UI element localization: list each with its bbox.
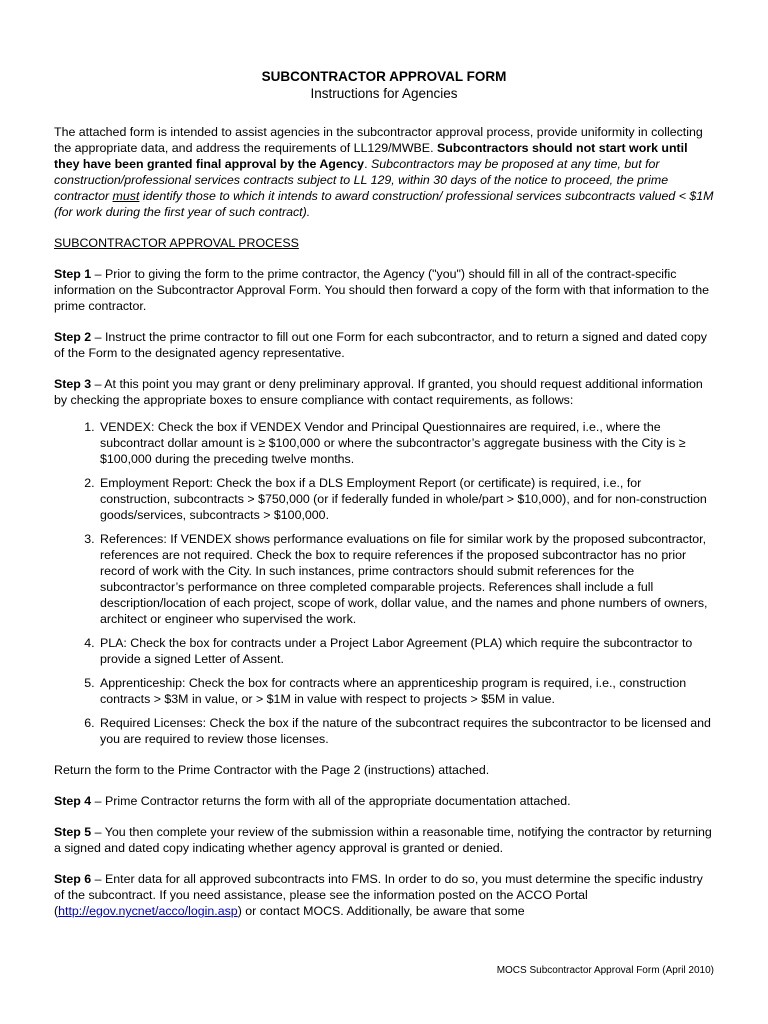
step-text: – Prime Contractor returns the form with all of the appropriate documentation attached.	[94, 794, 571, 808]
list-item-references: 3. References: If VENDEX shows performance evaluations on file for similar work by the proposed subcontractor, references are not required. Check the box to require references if the proposed subcontractor has no prior record of work with the City. In such instances, prime contractors should submit references for the subcontractor’s performance on three completed comparable projects. References shall include a full description/location of each project, scope of work, dollar value, and the names and phone numbers of owners, architect or engineer who supervised the work.	[98, 531, 714, 627]
step-label: Step 6	[54, 872, 92, 886]
intro-bold-warning: Subcontractors should not start work until they have been granted final approval by the Agency	[54, 141, 688, 171]
intro-italic-text: Subcontractors may be proposed at any time, but for construction/professional services contracts subject to LL 129, within 30 days of the notice to proceed, the prime contractor must identify those to which it intends to award construction/ professional services subcontracts valued < $1M (for work during the first year of such contract).	[54, 157, 714, 219]
step-4	[54, 793, 714, 809]
step-text: – Enter data for all approved subcontracts into FMS. In order to do so, you must determine the specific industry of the subcontract. If you need assistance, please see the information posted on the ACCO Portal (	[54, 872, 703, 918]
intro-paragraph: The attached form is intended to assist agencies in the subcontractor approval process, provide uniformity in collecting the appropriate data, and address the requirements of LL129/MWBE. Subcontractors should not start work until they have been granted final approval by the Agency. Subcontractors may be proposed at any time, but for construction/professional services contracts subject to LL 129, within 30 days of the notice to proceed, the prime contractor must identify those to which it intends to award construction/ professional services subcontracts valued < $1M (for work during the first year of such contract).	[54, 125, 714, 219]
step-text: – At this point you may grant or deny preliminary approval. If granted, you should request additional information by checking the appropriate boxes to ensure compliance with contact requirements, as follows:	[54, 377, 703, 407]
step-text-after: ) or contact MOCS. Additionally, be aware that some	[237, 904, 525, 918]
page-subtitle: Instructions for Agencies	[310, 86, 458, 101]
step-text: – You then complete your review of the submission within a reasonable time, notifying the contractor by returning a signed and dated copy indicating whether agency approval is granted or denied.	[54, 825, 712, 855]
acco-portal-link[interactable]: http://egov.nycnet/acco/login.asp	[58, 904, 238, 918]
list-item-required-licenses: 6. Required Licenses: Check the box if the nature of the subcontract requires the subcontractor to be licensed and you are required to review those licenses.	[98, 715, 714, 747]
requirements-list	[54, 419, 714, 747]
step-6	[54, 871, 714, 919]
step-text: – Prior to giving the form to the prime contractor, the Agency ("you") should fill in all of the contract-specific information on the Subcontractor Approval Form. You should then forward a copy of the form with that information to the prime contractor.	[54, 267, 710, 313]
step-label: Step 5	[54, 825, 92, 839]
page-footer: MOCS Subcontractor Approval Form (April 2010)	[496, 965, 714, 976]
intro-must: must	[112, 189, 140, 203]
page-title: SUBCONTRACTOR APPROVAL FORM	[261, 69, 507, 84]
step-1	[54, 266, 714, 314]
step-text: – Instruct the prime contractor to fill out one Form for each subcontractor, and to return a signed and dated copy of the Form to the designated agency representative.	[54, 330, 707, 360]
step-label: Step 1	[54, 267, 92, 281]
list-item-apprenticeship: 5. Apprenticeship: Check the box for contracts where an apprenticeship program is required, i.e., construction contracts > $3M in value, or > $1M in value with respect to projects > $5M in value.	[98, 675, 714, 707]
step-5	[54, 824, 714, 856]
list-item-pla: 4. PLA: Check the box for contracts under a Project Labor Agreement (PLA) which require the subcontractor to provide a signed Letter of Assent.	[98, 635, 714, 667]
list-item-employment-report: 2. Employment Report: Check the box if a DLS Employment Report (or certificate) is required, i.e., for construction, subcontracts > $750,000 (or if federally funded in whole/part > $10,000), and for non-construction goods/services, subcontracts > $100,000.	[98, 475, 714, 523]
step-label: Step 3	[54, 377, 92, 391]
return-instruction: Return the form to the Prime Contractor with the Page 2 (instructions) attached.	[54, 763, 490, 777]
document-body	[54, 68, 714, 934]
step-label: Step 4	[54, 794, 92, 808]
list-item-vendex: 1. VENDEX: Check the box if VENDEX Vendor and Principal Questionnaires are required, i.e., where the subcontract dollar amount is ≥ $100,000 or where the subcontractor’s aggregate business with the City is ≥ $100,000 during the preceding twelve months.	[98, 419, 714, 467]
step-2	[54, 329, 714, 361]
step-label: Step 2	[54, 330, 92, 344]
section-heading: SUBCONTRACTOR APPROVAL PROCESS	[54, 236, 299, 250]
intro-text: The attached form is intended to assist agencies in the subcontractor approval process, provide uniformity in collecting the appropriate data, and address the requirements of LL129/MWBE.	[54, 125, 703, 155]
step-3	[54, 376, 714, 408]
